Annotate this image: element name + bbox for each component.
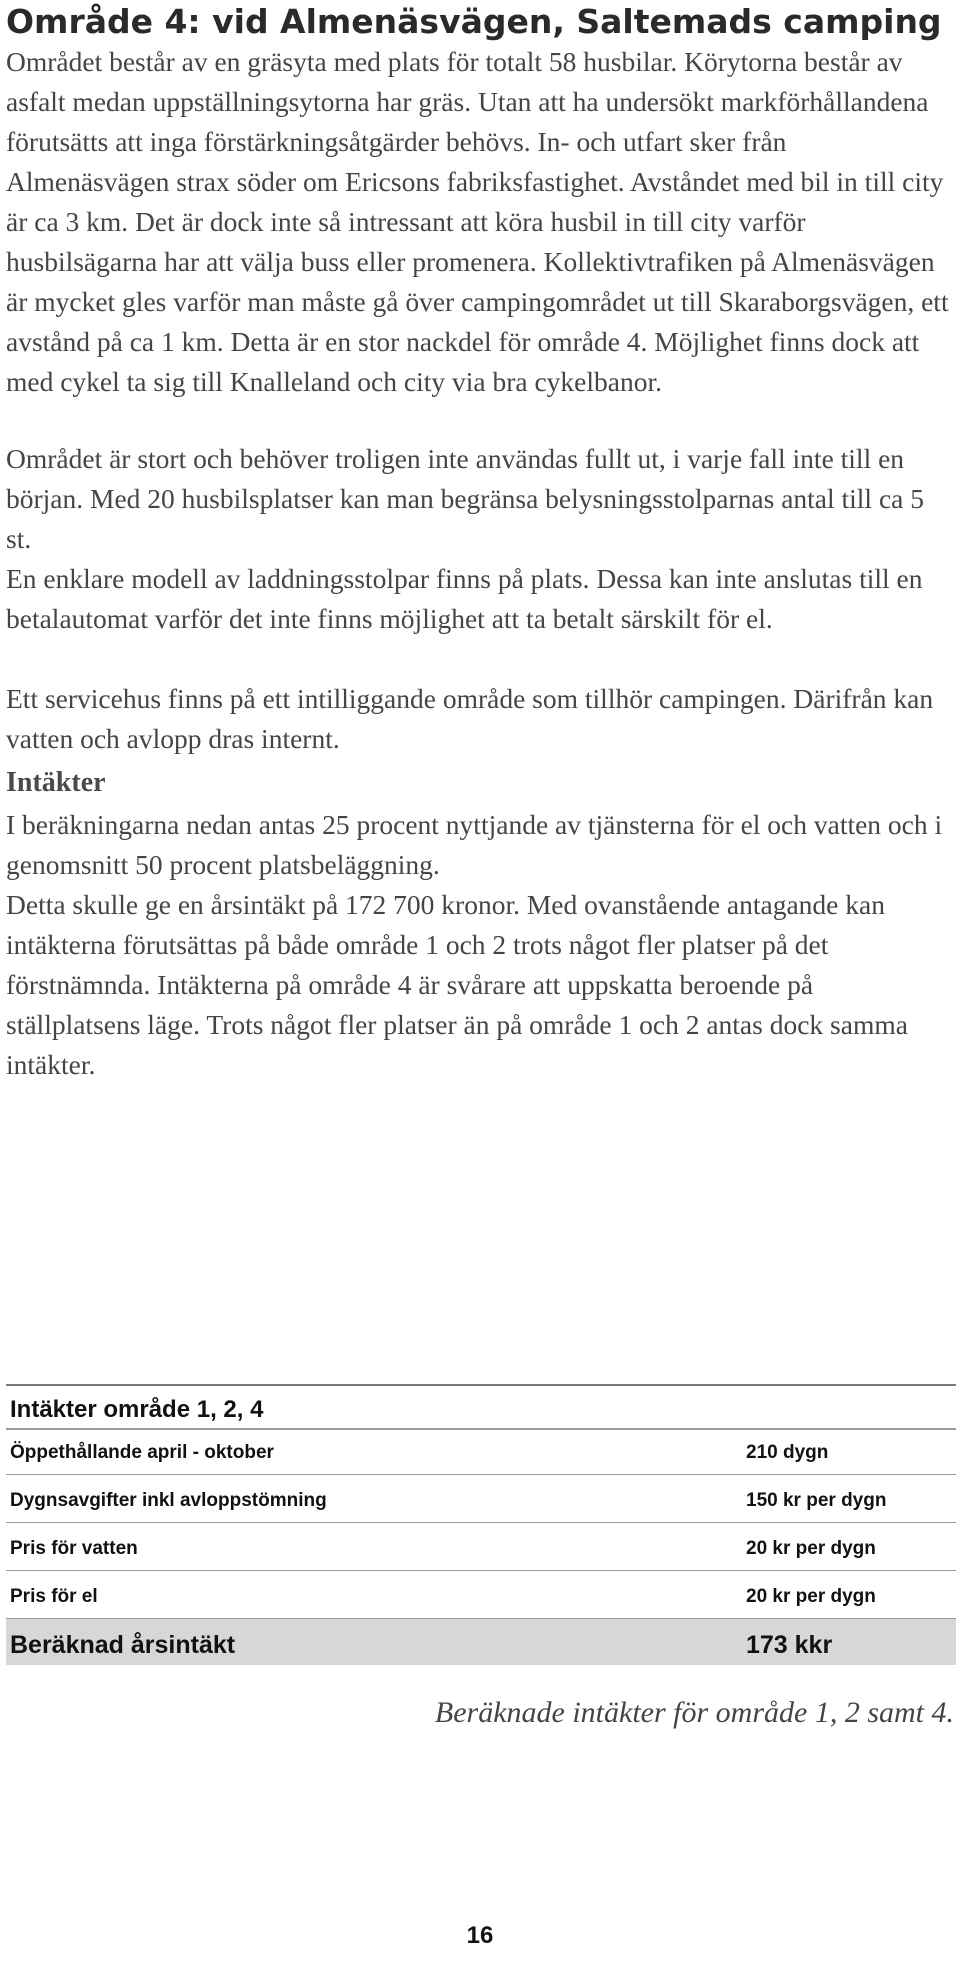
table-title: Intäkter område 1, 2, 4 <box>10 1396 264 1423</box>
table-caption: Beräknade intäkter för område 1, 2 samt 4. <box>434 1696 954 1729</box>
row-value: 150 kr per dygn <box>746 1490 887 1511</box>
body-paragraph: En enklare modell av laddningsstolpar finns på plats. Dessa kan inte anslutas till en betalautomat varför det inte finns möjlighet att ta betalt särskilt för el. <box>6 563 923 634</box>
body-paragraph: Ett servicehus finns på ett intilliggande område som tillhör campingen. Därifrån kan vatten och avlopp dras internt. <box>6 683 934 754</box>
row-label: Pris för el <box>10 1586 98 1607</box>
table-total-row <box>6 1619 956 1665</box>
table-row <box>6 1474 956 1523</box>
row-label: Öppethållande april - oktober <box>10 1442 274 1463</box>
section-heading: Område 4: vid Almenäsvägen, Saltemads camping <box>6 2 942 41</box>
row-label: Pris för vatten <box>10 1538 138 1559</box>
row-value: 210 dygn <box>746 1442 829 1463</box>
body-paragraph: Området består av en gräsyta med plats för totalt 58 husbilar. Körytorna består av asfalt medan uppställningsytorna har gräs. Utan att ha undersökt markförhållandena förutsätts att inga förstärkningsåtgärder behövs. In- och utfart sker från Almenäsvägen strax söder om Ericsons fabriksfastighet. Avståndet med bil in till city är ca 3 km. Det är dock inte så intressant att köra husbil in till city varför husbilsägarna har att välja buss eller promenera. Kollektivtrafiken på Almenäsvägen är mycket gles varför man måste gå över campingområdet ut till Skaraborgsvägen, ett avstånd på ca 1 km. Detta är en stor nackdel för område 4. Möjlighet finns dock att med cykel ta sig till Knalleland och city via bra cykelbanor. <box>6 46 949 397</box>
income-subheading: Intäkter <box>6 767 106 798</box>
total-label: Beräknad årsintäkt <box>10 1631 236 1659</box>
total-value: 173 kkr <box>746 1631 833 1659</box>
row-label: Dygnsavgifter inkl avloppstömning <box>10 1490 327 1511</box>
page-number: 16 <box>466 1922 494 1949</box>
body-paragraph: Detta skulle ge en årsintäkt på 172 700 kronor. Med ovanstående antagande kan intäkterna förutsättas på både område 1 och 2 trots något fler platser på det förstnämnda. Intäkterna på område 4 är svårare att uppskatta beroende på ställplatsens läge. Trots något fler platser än på område 1 och 2 antas dock samma intäkter. <box>6 889 908 1080</box>
table-row <box>6 1570 956 1619</box>
row-value: 20 kr per dygn <box>746 1538 876 1559</box>
body-paragraph: Området är stort och behöver troligen inte användas fullt ut, i varje fall inte till en början. Med 20 husbilsplatser kan man begränsa belysningsstolparnas antal till ca 5 st. <box>6 443 924 554</box>
body-paragraph: I beräkningarna nedan antas 25 procent nyttjande av tjänsterna för el och vatten och i genomsnitt 50 procent platsbeläggning. <box>6 809 943 880</box>
row-value: 20 kr per dygn <box>746 1586 876 1607</box>
table-title-row <box>6 1384 956 1430</box>
table-row <box>6 1522 956 1571</box>
table-row <box>6 1426 956 1475</box>
